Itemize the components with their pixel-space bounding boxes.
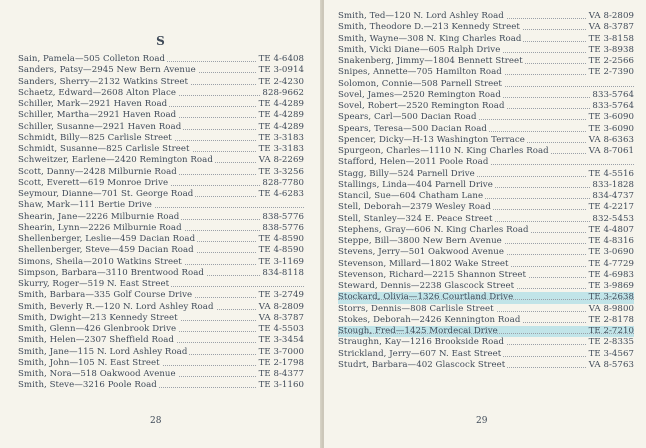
directory-entry [18, 144, 304, 155]
directory-entry [338, 225, 634, 236]
entry-phone: TE 3-4567 [588, 348, 634, 359]
directory-entry [338, 214, 634, 225]
directory-entry [338, 135, 634, 146]
entry-name-address: Smith, John—105 N. East Street [18, 357, 160, 368]
entry-name-address: Smith, Glenn—426 Glenbrook Drive [18, 324, 177, 334]
entry-phone: TE 4-8590 [258, 234, 304, 244]
entry-name-address: Smith, Wayne—308 N. King Charles Road [338, 33, 522, 44]
entry-phone: TE 3-3256 [258, 166, 304, 177]
entry-name-address: Smith, Nora—518 Oakwood Avenue [18, 369, 176, 379]
entry-name-address: Shaw, Mark—111 Bertie Drive [18, 200, 152, 211]
entry-phone: TE 2-8178 [588, 314, 634, 325]
entry-name-address: Spears, Teresa—500 Dacian Road [338, 123, 487, 134]
directory-entry [338, 157, 634, 168]
entry-name-address: Smith, Steve—3216 Poole Road [18, 380, 157, 391]
entry-phone: 833-5764 [592, 89, 634, 100]
directory-entry [338, 360, 634, 371]
entry-phone: 832-5453 [592, 213, 634, 224]
entry-name-address: Stell, Deborah—2379 Wesley Road [338, 202, 491, 213]
directory-entry [18, 347, 304, 358]
entry-name-address: Smith, Barbara—335 Golf Course Drive [18, 290, 193, 301]
entry-phone: VA 8-7061 [588, 146, 634, 156]
entry-phone: TE 2-7210 [588, 326, 634, 336]
directory-entry [338, 124, 634, 135]
directory-entry [338, 180, 634, 191]
directory-entry [338, 337, 634, 348]
directory-entry [338, 146, 634, 157]
entry-name-address: Sovel, Robert—2520 Remington Road [338, 101, 505, 111]
entry-phone: VA 8-6363 [588, 134, 634, 145]
directory-entry [18, 212, 304, 223]
directory-entry [18, 133, 304, 144]
entry-name-address: Shearin, Jane—2226 Milburnie Road [18, 211, 180, 222]
directory-entry [18, 88, 304, 99]
directory-entry [18, 358, 304, 369]
entry-name-address: Sanders, Patsy—2945 New Bern Avenue [18, 65, 196, 76]
directory-entry [338, 247, 634, 258]
directory-entry [18, 54, 304, 65]
directory-entry [338, 169, 634, 180]
entry-phone: TE 3-1169 [258, 256, 304, 267]
entry-name-address: Stancil, Sue—604 Chatham Lane [338, 191, 484, 201]
entry-name-address: Stell, Stanley—324 E. Peace Street [338, 213, 493, 224]
entry-name-address: Spurgeon, Charles—1110 N. King Charles Road [338, 146, 549, 156]
entry-phone: TE 4-5516 [588, 168, 634, 179]
entry-phone: VA 8-2809 [258, 301, 304, 312]
directory-entry [18, 290, 304, 301]
entry-phone: TE 3-6090 [588, 123, 634, 134]
directory-entry [338, 236, 634, 247]
entry-name-address: Stough, Fred—1425 Mordecai Drive [338, 326, 498, 336]
directory-entry [338, 112, 634, 123]
directory-entry [338, 349, 634, 360]
entry-phone: TE 4-4807 [588, 224, 634, 235]
directory-entry [18, 99, 304, 110]
entry-phone: 828-7780 [262, 177, 304, 188]
entry-name-address: Solomon, Connie—508 Parnell Street [338, 78, 502, 89]
entry-phone: TE 3-0690 [588, 247, 634, 258]
right-page [324, 0, 646, 448]
entry-phone: TE 2-2566 [588, 56, 634, 66]
entry-name-address: Smith, Dwight—213 Kennedy Street [18, 312, 178, 323]
entry-name-address: Schweitzer, Earlene—2420 Remington Road [18, 155, 213, 166]
entry-phone: 833-1828 [592, 179, 634, 190]
entry-name-address: Schiller, Mark—2921 Haven Road [18, 99, 168, 109]
entry-name-address: Spears, Carl—500 Dacian Road [338, 112, 477, 123]
directory-entry [338, 191, 634, 202]
entry-phone: TE 3-0914 [258, 65, 304, 76]
directory-entry [338, 22, 634, 33]
entry-name-address: Steward, Dennis—2238 Glascock Street [338, 281, 515, 291]
entry-name-address: Stokes, Deborah—2426 Kennington Road [338, 314, 521, 325]
entry-name-address: Stevenson, Richard—2215 Shannon Street [338, 269, 527, 280]
entry-name-address: Smith, Helen—2307 Sheffield Road [18, 335, 174, 346]
entry-phone: VA 8-3787 [258, 312, 304, 323]
entry-phone: 828-9662 [262, 87, 304, 98]
directory-entry [338, 90, 634, 101]
entry-name-address: Stevenson, Millard—1802 Wake Street [338, 258, 509, 269]
left-entry-list [18, 54, 304, 392]
entry-name-address: Storrs, Dennis—808 Carlisle Street [338, 303, 494, 314]
entry-name-address: Sain, Pamela—505 Colleton Road [18, 54, 166, 64]
entry-phone: TE 2-7390 [588, 67, 634, 78]
entry-phone: TE 8-4377 [258, 369, 304, 379]
directory-entry [338, 326, 634, 337]
entry-phone: 833-5764 [592, 101, 634, 111]
entry-phone: TE 3-2638 [588, 292, 634, 303]
directory-entry [338, 304, 634, 315]
directory-entry [18, 257, 304, 268]
directory-entry [18, 110, 304, 121]
entry-name-address: Simons, Sheila—2010 Watkins Street [18, 256, 182, 267]
entry-name-address: Schiller, Susanne—2921 Haven Road [18, 121, 182, 132]
directory-entry [18, 380, 304, 391]
directory-entry [18, 302, 304, 313]
entry-phone: TE 4-4289 [258, 99, 304, 109]
entry-phone: VA 8-3787 [588, 22, 634, 33]
entry-phone: TE 3-8158 [588, 33, 634, 44]
entry-phone: TE 3-8938 [588, 44, 634, 55]
entry-name-address: Sovel, James—2520 Remington Road [338, 89, 501, 100]
entry-phone: TE 4-6408 [258, 54, 304, 64]
directory-entry [338, 67, 634, 78]
right-page-number: 29 [476, 416, 488, 426]
entry-name-address: Sanders, Sherry—2132 Watkins Street [18, 76, 189, 87]
entry-name-address: Shellenberger, Steve—459 Dacian Road [18, 245, 194, 256]
entry-name-address: Scott, Danny—2428 Milburnie Road [18, 166, 177, 177]
entry-phone: TE 4-4289 [258, 110, 304, 121]
directory-entry [338, 56, 634, 67]
directory-entry [18, 122, 304, 133]
directory-entry [18, 189, 304, 200]
entry-phone: TE 3-6090 [588, 112, 634, 123]
entry-phone: TE 4-4289 [258, 121, 304, 132]
entry-name-address: Schiller, Martha—2921 Haven Road [18, 110, 177, 121]
entry-phone: TE 3-3183 [258, 144, 304, 154]
entry-name-address: Smith, Jane—115 N. Lord Ashley Road [18, 346, 188, 357]
entry-name-address: Stephens, Gray—606 N. King Charles Road [338, 224, 529, 235]
entry-phone: TE 3-7000 [258, 346, 304, 357]
entry-phone: 838-5776 [262, 211, 304, 222]
entry-name-address: Scott, Everett—619 Monroe Drive [18, 177, 169, 188]
entry-phone: TE 4-7729 [588, 258, 634, 269]
entry-phone: TE 4-5503 [258, 324, 304, 334]
entry-phone: TE 3-9869 [588, 281, 634, 291]
entry-name-address: Stockard, Olivia—1326 Courtland Drive [338, 292, 514, 303]
directory-entry [18, 77, 304, 88]
entry-name-address: Schmidt, Billy—825 Carlisle Street [18, 132, 172, 143]
entry-phone: VA 8-2809 [588, 11, 634, 21]
directory-entry [338, 11, 634, 22]
directory-entry [338, 79, 634, 90]
entry-phone: TE 4-6983 [588, 269, 634, 280]
entry-phone: TE 4-8316 [588, 236, 634, 246]
entry-name-address: Smith, Theodore D.—213 Kennedy Street [338, 22, 520, 33]
entry-phone: VA 8-9800 [588, 303, 634, 314]
directory-entry [18, 223, 304, 234]
entry-phone: 834-4737 [592, 191, 634, 201]
entry-phone: TE 4-8590 [258, 245, 304, 256]
entry-name-address: Studrt, Barbara—402 Glascock Street [338, 359, 506, 370]
entry-name-address: Steppe, Bill—3800 New Bern Avenue [338, 236, 502, 246]
directory-entry [338, 315, 634, 326]
directory-entry [18, 155, 304, 166]
directory-entry [18, 234, 304, 245]
entry-name-address: Schaetz, Edward—2608 Alton Place [18, 87, 176, 98]
entry-phone: TE 4-2217 [588, 202, 634, 213]
entry-name-address: Smith, Vicki Diane—605 Ralph Drive [338, 44, 501, 55]
entry-phone: TE 2-4230 [258, 76, 304, 87]
entry-name-address: Straughn, Kay—1216 Brookside Road [338, 337, 505, 348]
directory-entry [338, 45, 634, 56]
entry-name-address: Stallings, Linda—404 Parnell Drive [338, 179, 493, 190]
entry-phone: TE 3-3454 [258, 335, 304, 346]
entry-name-address: Snakenberg, Jimmy—1804 Bennett Street [338, 56, 523, 66]
entry-name-address: Simpson, Barbara—3110 Brentwood Road [18, 267, 204, 278]
entry-name-address: Shearin, Lynn—2226 Milburnie Road [18, 222, 182, 233]
entry-name-address: Skurry, Roger—519 N. East Street [18, 279, 170, 289]
entry-phone: TE 3-1160 [258, 380, 304, 391]
directory-entry [338, 202, 634, 213]
directory-entry [18, 324, 304, 335]
entry-phone: VA 8-5763 [588, 359, 634, 370]
directory-entry [18, 335, 304, 346]
directory-entry [338, 101, 634, 112]
entry-name-address: Smith, Beverly R.—120 N. Lord Ashley Road [18, 301, 214, 312]
directory-entry [18, 167, 304, 178]
entry-name-address: Shellenberger, Leslie—459 Dacian Road [18, 234, 196, 244]
entry-phone: TE 3-3183 [258, 132, 304, 143]
directory-entry [338, 270, 634, 281]
section-letter: S [156, 34, 166, 48]
entry-name-address: Stafford, Helen—2011 Poole Road [338, 157, 489, 168]
entry-phone: 838-5776 [262, 222, 304, 233]
directory-entry [18, 268, 304, 279]
entry-phone: TE 3-2749 [258, 290, 304, 301]
directory-entry [18, 279, 304, 290]
directory-entry [18, 200, 304, 211]
directory-entry [338, 34, 634, 45]
entry-name-address: Smith, Ted—120 N. Lord Ashley Road [338, 11, 504, 21]
entry-name-address: Schmidt, Susanne—825 Carlisle Street [18, 144, 190, 154]
entry-phone: TE 4-6283 [258, 189, 304, 199]
entry-phone: TE 2-8335 [588, 337, 634, 348]
entry-name-address: Snipes, Annette—705 Hamilton Road [338, 67, 502, 78]
directory-entry [18, 369, 304, 380]
entry-name-address: Stevens, Jerry—501 Oakwood Avenue [338, 247, 505, 258]
entry-name-address: Seymour, Dianne—701 St. George Road [18, 189, 194, 199]
directory-entry [338, 259, 634, 270]
entry-name-address: Spencer, Dicky—H-13 Washington Terrace [338, 134, 525, 145]
directory-entry [18, 245, 304, 256]
directory-entry [338, 292, 634, 303]
directory-entry [18, 65, 304, 76]
left-page-number: 28 [150, 416, 162, 426]
entry-phone: TE 2-1798 [258, 357, 304, 368]
entry-phone: VA 8-2269 [258, 155, 304, 166]
entry-name-address: Strickland, Jerry—607 N. East Street [338, 348, 502, 359]
right-entry-list [338, 11, 634, 371]
directory-entry [18, 178, 304, 189]
entry-phone: 834-8118 [262, 267, 304, 278]
directory-entry [18, 313, 304, 324]
entry-name-address: Stagg, Billy—524 Parnell Drive [338, 168, 475, 179]
directory-entry [338, 281, 634, 292]
